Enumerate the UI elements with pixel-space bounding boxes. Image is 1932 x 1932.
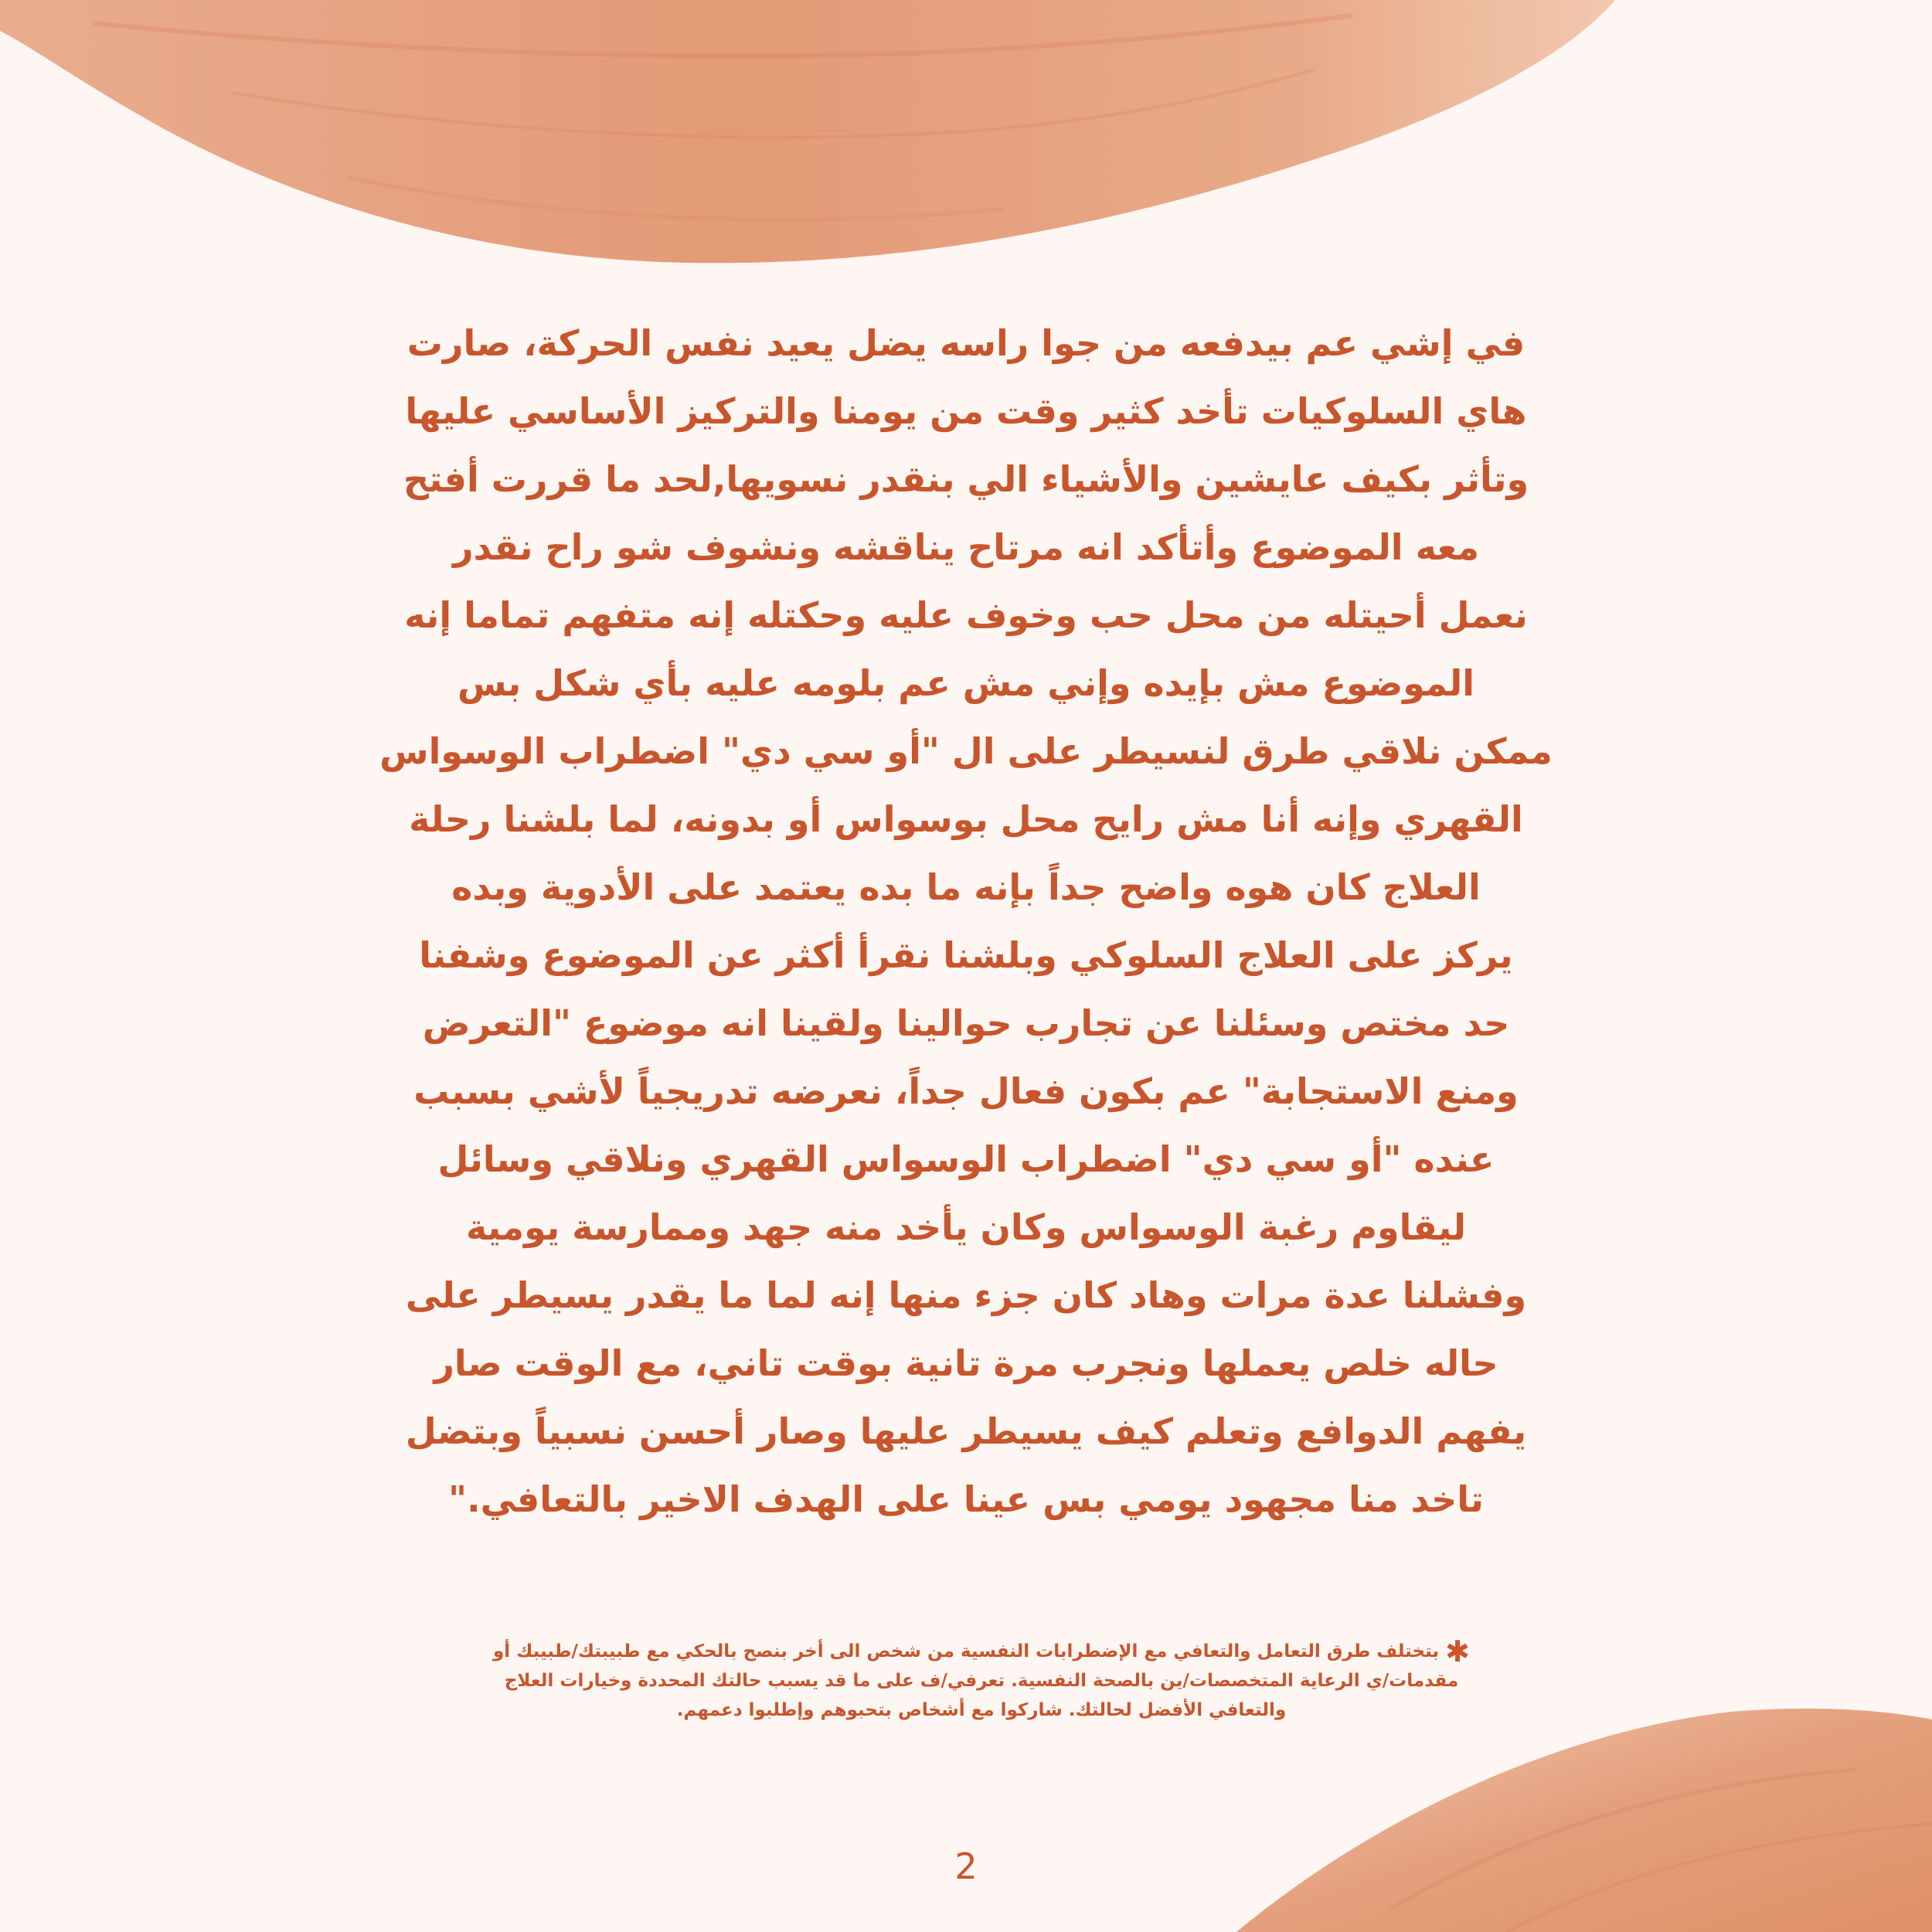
body-line: في إشي عم بيدفعه من جوا راسه يضل يعيد نفس الحركة، صارت xyxy=(406,322,1526,364)
asterisk-icon: ✱ xyxy=(1445,1634,1470,1668)
body-line: وتأثر بكيف عايشين والأشياء الي بنقدر نسويها,لحد ما قررت أفتح xyxy=(403,458,1529,500)
body-line: نعمل أحيتله من محل حب وخوف عليه وحكتله إنه متفهم تماما إنه xyxy=(404,594,1528,636)
body-line: هاي السلوكيات تأخد كثير وقت من يومنا والتركيز الأساسي عليها xyxy=(405,390,1527,432)
footnote-line: والتعافي الأفضل لحالتك. شاركوا مع أشخاص بتحبوهم وإطلبوا دعمهم. xyxy=(676,1700,1287,1720)
body-line: يركز على العلاج السلوكي وبلشنا نقرأ أكثر عن الموضوع وشفنا xyxy=(419,934,1513,976)
footnote-line xyxy=(193,1634,1770,1668)
page-number: 2 xyxy=(954,1845,978,1887)
body-line: تاخد منا مجهود يومي بس عينا على الهدف الاخير بالتعافي." xyxy=(448,1478,1484,1520)
body-line: عنده "أو سي دي" اضطراب الوسواس القهري ونلاقي وسائل xyxy=(437,1138,1495,1180)
footnote xyxy=(193,1634,1770,1725)
body-line: الموضوع مش بإيده وإني مش عم بلومه عليه بأي شكل بس xyxy=(457,662,1475,704)
body-line: ومنع الاستجابة" عم بكون فعال جداً، نعرضه تدريجياً لأشي بسبب xyxy=(413,1070,1519,1112)
body-paragraph xyxy=(131,309,1801,1533)
body-line: ليقاوم رغبة الوسواس وكان يأخد منه جهد وممارسة يومية xyxy=(465,1206,1467,1248)
body-line: حاله خلص يعملها ونجرب مرة تانية بوقت تاني، مع الوقت صار xyxy=(434,1342,1498,1384)
top-brush-stroke xyxy=(0,0,1615,263)
body-line: العلاج كان هوه واضح جداً بإنه ما بده يعتمد على الأدوية وبده xyxy=(451,866,1481,908)
body-line: يفهم الدوافع وتعلم كيف يسيطر عليها وصار أحسن نسبياً وبتضل xyxy=(405,1410,1527,1452)
body-line: القهري وإنه أنا مش رايح محل بوسواس أو بدونه، لما بلشنا رحلة xyxy=(409,798,1523,840)
body-line: ممكن نلاقي طرق لنسيطر على ال "أو سي دي" اضطراب الوسواس xyxy=(379,730,1553,772)
body-line: وفشلنا عدة مرات وهاد كان جزء منها إنه لما ما يقدر يسيطر على xyxy=(405,1274,1527,1316)
body-line: حد مختص وسئلنا عن تجارب حوالينا ولقينا انه موضوع "التعرض xyxy=(422,1002,1510,1044)
footnote-line-text: بتختلف طرق التعامل والتعافي مع الإضطرابات النفسية من شخص الى أخر بنصح بالحكي مع طبيبتك/طبيبك أو xyxy=(493,1641,1440,1662)
footnote-line: مقدمات/ي الرعاية المتخصصات/ين بالصحة النفسية. تعرفي/ف على ما قد يسبب حالتك المحددة وخيارات العلاج xyxy=(504,1671,1459,1691)
body-line: معه الموضوع وأتأكد انه مرتاح يناقشه ونشوف شو راح نقدر xyxy=(453,526,1479,568)
